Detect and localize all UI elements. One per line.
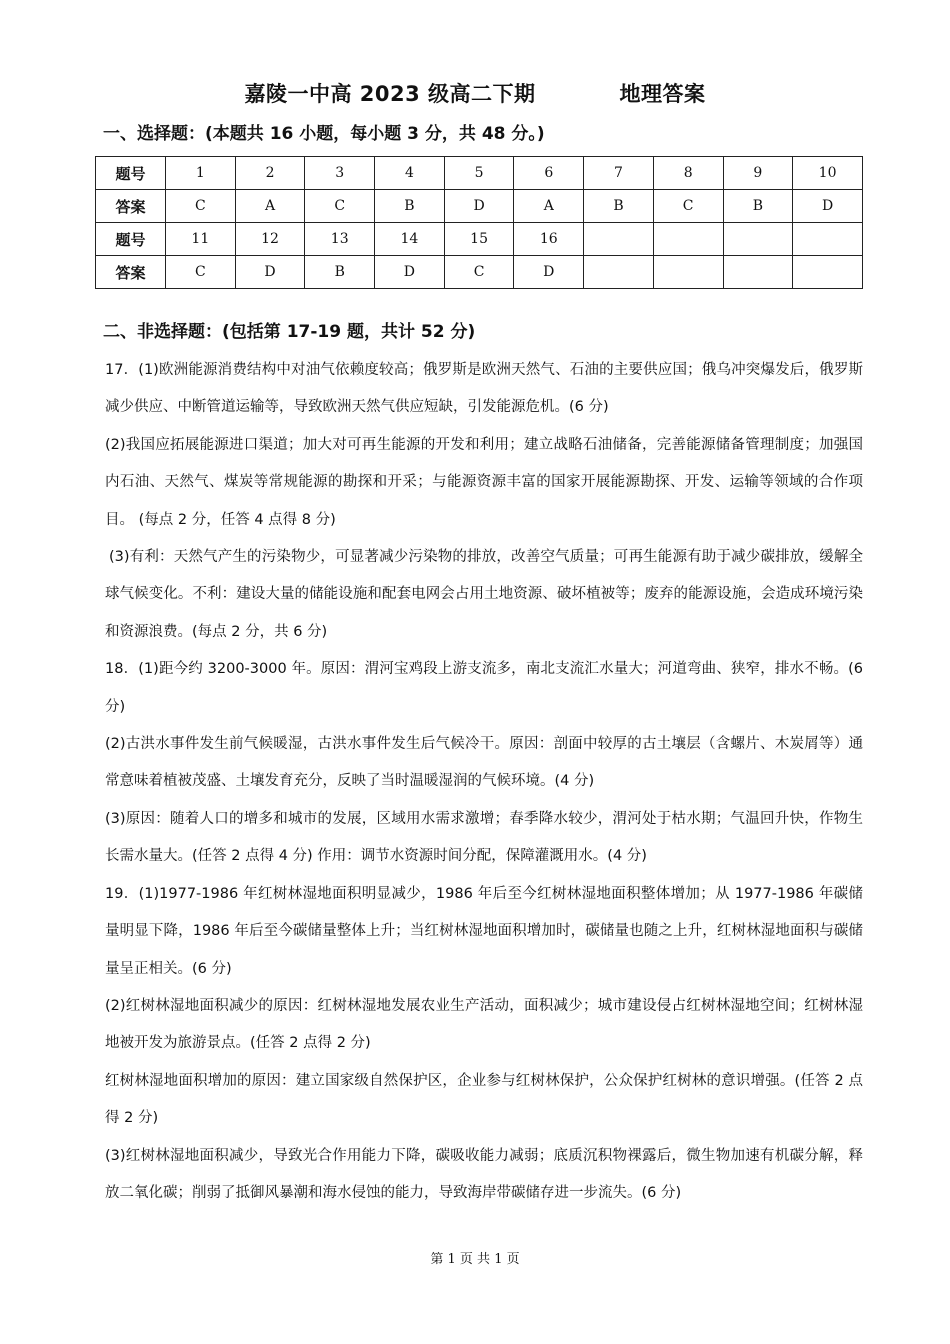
table-cell: B <box>305 256 375 289</box>
answer-19-3: (3)红树林湿地面积减少，导致光合作用能力下降，碳吸收能力减弱；底质沉积物裸露后，微生物加速有机碳分解，释放二氧化碳；削弱了抵御风暴潮和海水侵蚀的能力，导致海岸带碳储存进一步流失。(6 分) <box>105 1147 863 1201</box>
table-cell: C <box>166 256 236 289</box>
table-cell: D <box>375 256 445 289</box>
table-cell: D <box>235 256 305 289</box>
row-header-cell: 答案 <box>96 256 166 289</box>
table-row <box>96 157 863 190</box>
table-cell: C <box>305 190 375 223</box>
table-cell <box>653 256 723 289</box>
table-cell: 7 <box>584 157 654 190</box>
answer-18-3: (3)原因：随着人口的增多和城市的发展，区域用水需求激增；春季降水较少，渭河处于枯水期；气温回升快，作物生长需水量大。(任答 2 点得 4 分) 作用：调节水资源时间分配，保障灌溉用水。(4 分) <box>105 810 863 865</box>
table-cell <box>723 256 793 289</box>
answer-18-1: 18．(1)距今约 3200-3000 年。原因：渭河宝鸡段上游支流多，南北支流汇水量大；河道弯曲、狭窄，排水不畅。(6 分) <box>105 661 863 715</box>
table-cell <box>584 256 654 289</box>
table-cell: 14 <box>375 223 445 256</box>
table-cell: 4 <box>375 157 445 190</box>
section-heading-choice: 一、选择题：(本题共 16 小题，每小题 3 分，共 48 分。) <box>103 124 545 144</box>
section-heading-nonchoice: 二、非选择题：(包括第 17-19 题，共计 52 分) <box>103 322 476 342</box>
table-cell: C <box>444 256 514 289</box>
table-cell <box>793 256 863 289</box>
table-cell: B <box>723 190 793 223</box>
table-cell: 12 <box>235 223 305 256</box>
table-cell: 2 <box>235 157 305 190</box>
page-footer: 第 1 页 共 1 页 <box>430 1252 520 1267</box>
table-cell: 1 <box>166 157 236 190</box>
answer-17-2: (2)我国应拓展能源进口渠道；加大对可再生能源的开发和利用；建立战略石油储备，完善能源储备管理制度；加强国内石油、天然气、煤炭等常规能源的勘探和开采；与能源资源丰富的国家开展能源勘探、开发、运输等领域的合作项目。 (每点 2 分，任答 4 点得 8 分) <box>105 436 863 528</box>
table-row <box>96 223 863 256</box>
table-cell: 9 <box>723 157 793 190</box>
table-cell: C <box>653 190 723 223</box>
table-cell: B <box>375 190 445 223</box>
table-cell: 5 <box>444 157 514 190</box>
answer-19-2b: 红树林湿地面积增加的原因：建立国家级自然保护区，企业参与红树林保护，公众保护红树林的意识增强。(任答 2 点得 2 分) <box>105 1072 863 1127</box>
table-row <box>96 190 863 223</box>
table-cell: 15 <box>444 223 514 256</box>
table-cell: C <box>166 190 236 223</box>
table-cell: A <box>514 190 584 223</box>
answer-17-1: 17．(1)欧洲能源消费结构中对油气依赖度较高；俄罗斯是欧洲天然气、石油的主要供应国；俄乌冲突爆发后，俄罗斯减少供应、中断管道运输等，导致欧洲天然气供应短缺，引发能源危机。(6 分) <box>105 362 863 416</box>
row-header-cell: 答案 <box>96 190 166 223</box>
table-row <box>96 256 863 289</box>
answer-content <box>105 352 863 1212</box>
table-cell: B <box>584 190 654 223</box>
row-header-cell: 题号 <box>96 157 166 190</box>
page-title <box>0 78 950 108</box>
table-cell: 6 <box>514 157 584 190</box>
title-subject: 地理答案 <box>619 82 706 106</box>
table-cell: 11 <box>166 223 236 256</box>
row-header-cell: 题号 <box>96 223 166 256</box>
answer-19-1: 19．(1)1977-1986 年红树林湿地面积明显减少，1986 年后至今红树林湿地面积整体增加；从 1977-1986 年碳储量明显下降，1986 年后至今碳储量整体上升；当红树林湿地面积增加时，碳储量也随之上升，红树林湿地面积与碳储量呈正相关。(6 分) <box>105 885 863 977</box>
table-cell: D <box>793 190 863 223</box>
table-cell <box>584 223 654 256</box>
title-school-term: 嘉陵一中高 2023 级高二下期 <box>244 82 536 106</box>
table-cell <box>653 223 723 256</box>
table-cell: 10 <box>793 157 863 190</box>
answer-17-3: (3)有利：天然气产生的污染物少，可显著减少污染物的排放，改善空气质量；可再生能源有助于减少碳排放，缓解全球气候变化。不利：建设大量的储能设施和配套电网会占用土地资源、破坏植被等；废弃的能源设施，会造成环境污染和资源浪费。(每点 2 分，共 6 分) <box>105 549 863 640</box>
table-cell <box>793 223 863 256</box>
table-cell: 16 <box>514 223 584 256</box>
table-cell: A <box>235 190 305 223</box>
table-cell <box>723 223 793 256</box>
table-cell: D <box>444 190 514 223</box>
answer-table <box>95 156 863 289</box>
table-cell: D <box>514 256 584 289</box>
table-cell: 13 <box>305 223 375 256</box>
table-cell: 8 <box>653 157 723 190</box>
answer-19-2a: (2)红树林湿地面积减少的原因：红树林湿地发展农业生产活动，面积减少；城市建设侵占红树林湿地空间；红树林湿地被开发为旅游景点。(任答 2 点得 2 分) <box>105 997 863 1052</box>
answer-18-2: (2)古洪水事件发生前气候暖湿，古洪水事件发生后气候冷干。原因：剖面中较厚的古土壤层（含螺片、木炭屑等）通常意味着植被茂盛、土壤发育充分，反映了当时温暖湿润的气候环境。(4 分) <box>105 736 863 790</box>
table-cell: 3 <box>305 157 375 190</box>
